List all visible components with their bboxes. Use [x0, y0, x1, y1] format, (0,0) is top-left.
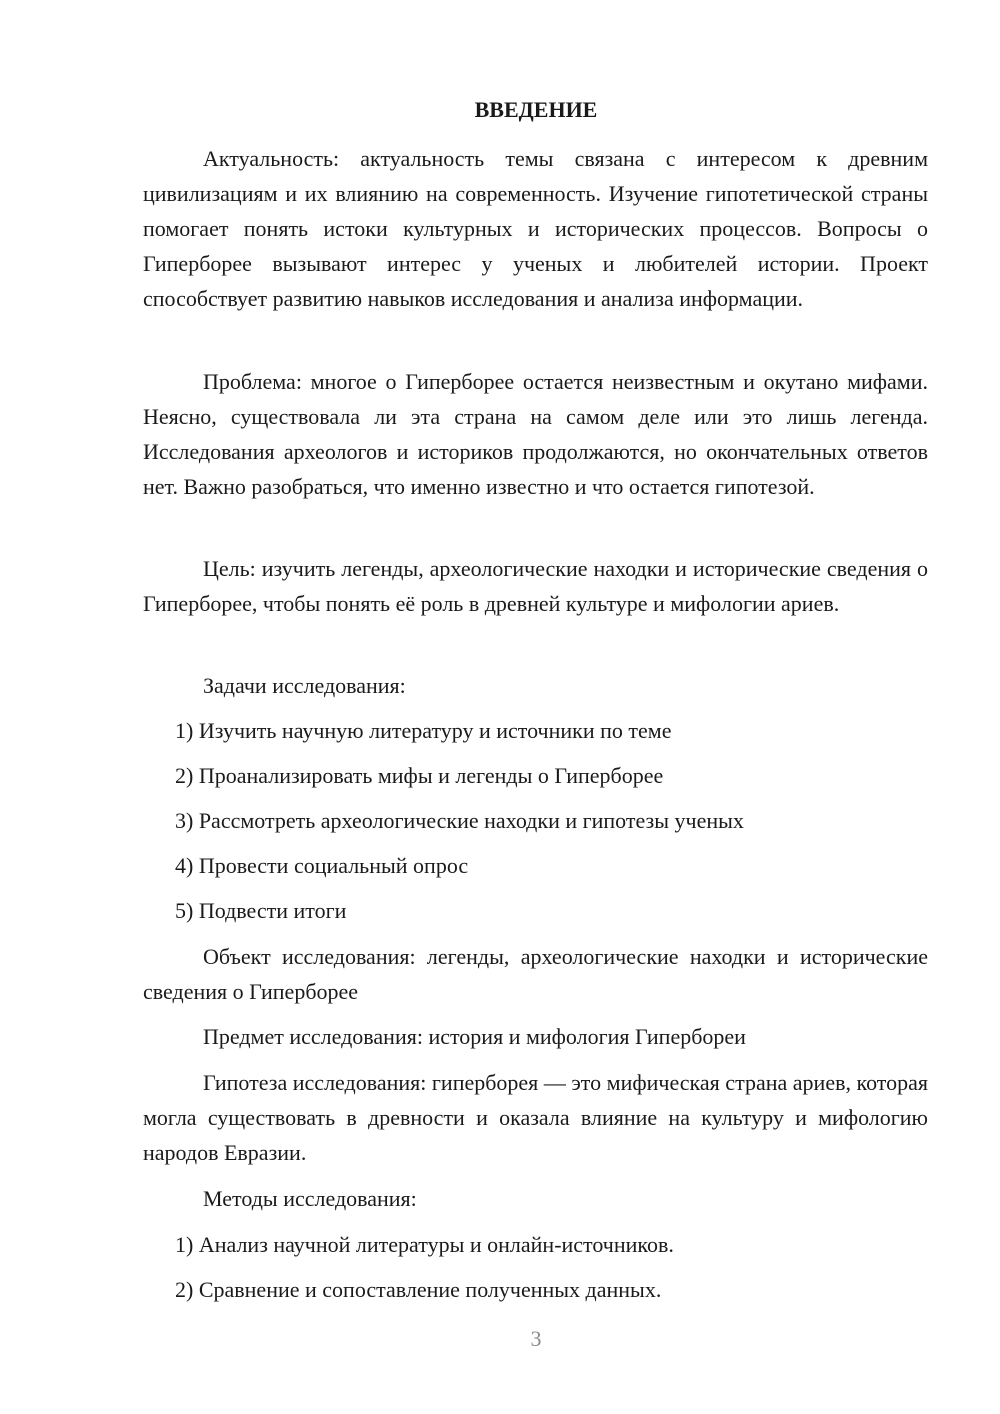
tasks-heading: Задачи исследования: [203, 673, 406, 698]
task-item: 5) Подвести итоги [175, 898, 347, 923]
page-number: 3 [530, 1326, 542, 1351]
hypothesis-paragraph: Гипотеза исследования: гиперборея — это мифическая страна ариев, которая могла существовать в древности и оказала влияние на культуру и мифологию народов Евразии. [143, 1070, 928, 1165]
subject-paragraph: Предмет исследования: история и мифология Гипербореи [203, 1024, 746, 1049]
method-item: 2) Сравнение и сопоставление полученных данных. [175, 1277, 662, 1302]
method-item: 1) Анализ научной литературы и онлайн-источников. [175, 1232, 674, 1257]
methods-heading: Методы исследования: [203, 1186, 417, 1211]
task-item: 2) Проанализировать мифы и легенды о Гиперборее [175, 763, 664, 788]
relevance-paragraph: Актуальность: актуальность темы связана с интересом к древним цивилизациям и их влиянию на современность. Изучение гипотетической страны помогает понять истоки культурных и исторических процессов. Вопросы о Гиперборее вызывают интерес у ученых и любителей истории. Проект способствует развитию навыков исследования и анализа информации. [143, 146, 928, 311]
task-item: 1) Изучить научную литературу и источники по теме [175, 718, 672, 743]
problem-paragraph: Проблема: многое о Гиперборее остается неизвестным и окутано мифами. Неясно, существовала ли эта страна на самом деле или это лишь легенда. Исследования археологов и историков продолжаются, но окончательных ответов нет. Важно разобраться, что именно известно и что остается гипотезой. [143, 369, 928, 499]
task-item: 3) Рассмотреть археологические находки и гипотезы ученых [175, 808, 744, 833]
task-item: 4) Провести социальный опрос [175, 853, 469, 878]
goal-paragraph: Цель: изучить легенды, археологические находки и исторические сведения о Гиперборее, чтобы понять её роль в древней культуре и мифологии ариев. [143, 556, 928, 616]
object-paragraph: Объект исследования: легенды, археологические находки и исторические сведения о Гиперборее [143, 944, 928, 1004]
section-title: ВВЕДЕНИЕ [474, 97, 598, 122]
